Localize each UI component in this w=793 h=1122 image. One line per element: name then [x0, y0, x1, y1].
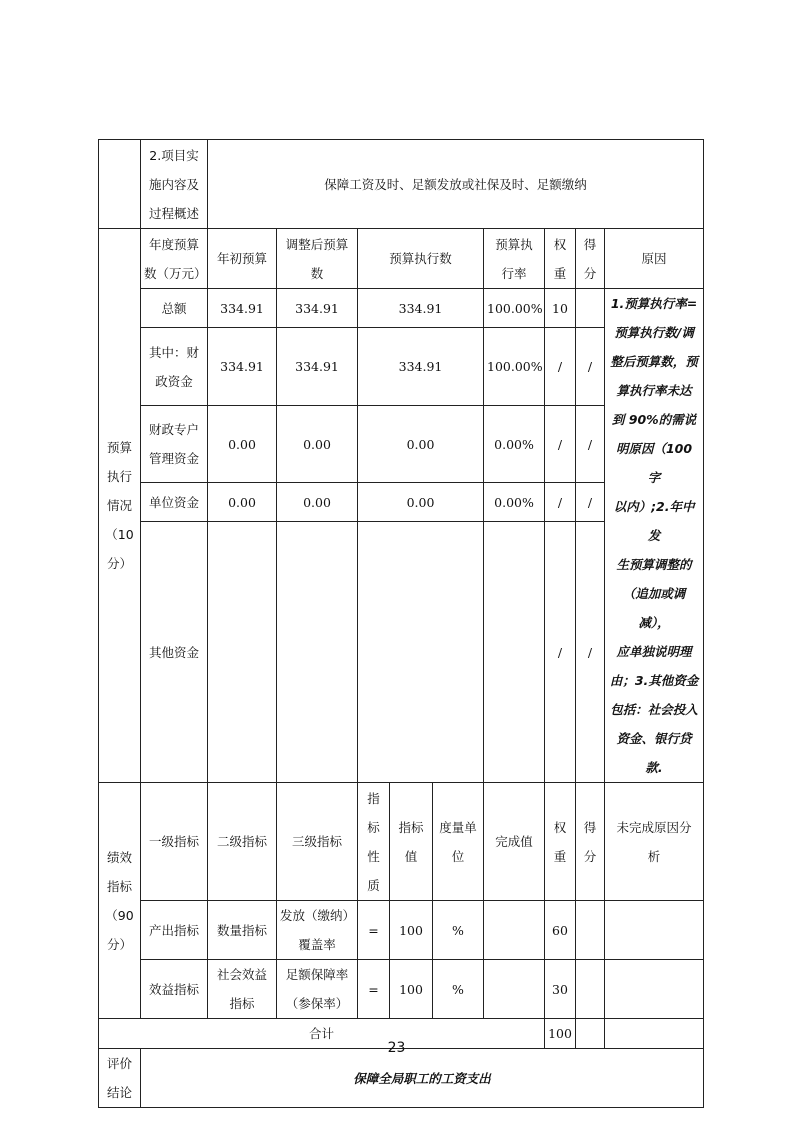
project-row [99, 140, 704, 229]
perf-nature: = [358, 960, 390, 1019]
budget-row-adjusted: 334.91 [277, 328, 358, 406]
cell-line: 资金、银行贷款. [616, 731, 692, 775]
budget-row-initial: 0.00 [208, 406, 277, 483]
cell-line: 重 [553, 848, 567, 864]
cell-line: 应单独说明理 [616, 644, 692, 659]
perf-completed [484, 960, 545, 1019]
cell-line: 质 [367, 877, 380, 893]
budget-row-executed: 334.91 [358, 289, 484, 328]
cell-line: 指标 [229, 996, 255, 1011]
cell-line: 重 [553, 265, 567, 281]
cell-line: 其他资金 [148, 644, 199, 660]
header-incomplete-reason [605, 783, 704, 901]
perf-reason [605, 901, 704, 960]
cell-line: 数量指标 [216, 922, 267, 938]
cell-line: 位 [451, 848, 465, 864]
cell-line: 指 [367, 790, 380, 806]
cell-line: 总额 [161, 300, 187, 316]
cell-line: （参保率） [285, 996, 349, 1011]
cell-line: 算执行率未达 [616, 383, 692, 398]
cell-line: 调整后预算 [285, 236, 349, 252]
budget-row-weight: 10 [545, 289, 576, 328]
perf-level3 [277, 901, 358, 960]
performance-section-label [99, 783, 141, 1019]
cell-line: 以内）;2.年中发 [613, 499, 695, 543]
budget-row-label [141, 522, 208, 783]
cell-line: 权 [553, 819, 567, 835]
cell-line: 分） [106, 936, 132, 952]
cell-line: 情况 [106, 498, 132, 513]
budget-row-score: / [576, 406, 605, 483]
cell-line: 预算执 [495, 236, 533, 252]
budget-section-label [99, 229, 141, 783]
cell-line: 其中：财 [148, 344, 199, 360]
budget-row-adjusted: 0.00 [277, 406, 358, 483]
cell-line: 预算 [106, 440, 132, 455]
budget-row-executed: 0.00 [358, 483, 484, 522]
budget-header-row [99, 229, 704, 289]
header-unit [433, 783, 484, 901]
cell-line: 单位资金 [148, 494, 199, 510]
budget-row-executed: 0.00 [358, 406, 484, 483]
cell-line: 预算执行数/调 [614, 325, 694, 340]
budget-row-adjusted: 334.91 [277, 289, 358, 328]
budget-row-label [141, 483, 208, 522]
perf-level3 [277, 960, 358, 1019]
cell-line: 得 [583, 819, 597, 835]
header-adjusted-budget [277, 229, 358, 289]
perf-weight: 60 [545, 901, 576, 960]
header-initial-budget: 年初预算 [208, 229, 277, 289]
evaluation-label [99, 1049, 141, 1108]
budget-row-score [576, 289, 605, 328]
budget-row [99, 289, 704, 328]
cell-line: 值 [404, 848, 418, 864]
cell-line: 绩效 [106, 849, 132, 865]
perf-score [576, 960, 605, 1019]
performance-row [99, 960, 704, 1019]
budget-row-initial: 334.91 [208, 289, 277, 328]
budget-row-adjusted [277, 522, 358, 783]
budget-row-executed: 334.91 [358, 328, 484, 406]
header-level1: 一级指标 [141, 783, 208, 901]
cell-line: 数 [310, 265, 324, 281]
performance-row [99, 901, 704, 960]
perf-nature: = [358, 901, 390, 960]
cell-line: 指标 [106, 878, 132, 894]
perf-level2 [208, 960, 277, 1019]
cell-line: （10 [105, 527, 134, 542]
budget-row-rate: 0.00% [484, 406, 545, 483]
cell-line: 生预算调整的 [616, 557, 692, 572]
perf-weight: 30 [545, 960, 576, 1019]
cell-line: 得 [583, 236, 597, 252]
header-level3: 三级指标 [277, 783, 358, 901]
cell-line: 结论 [106, 1085, 132, 1100]
performance-header-row [99, 783, 704, 901]
budget-row-rate: 100.00% [484, 328, 545, 406]
budget-row-rate: 0.00% [484, 483, 545, 522]
cell-line: （追加或调减）， [622, 586, 686, 630]
project-content: 保障工资及时、足额发放或社保及时、足额缴纳 [208, 140, 704, 229]
perf-level1: 产出指标 [141, 901, 208, 960]
cell-line: 标 [367, 819, 380, 835]
cell-line: （90 [105, 907, 134, 923]
cell-line: 过程概述 [148, 205, 199, 221]
budget-row-executed [358, 522, 484, 783]
cell-line: 分） [106, 556, 132, 571]
budget-row-score: / [576, 328, 605, 406]
empty-cell [99, 140, 141, 229]
cell-line: 明原因（100 字 [615, 441, 693, 485]
budget-row-initial: 334.91 [208, 328, 277, 406]
cell-line: 性 [367, 848, 380, 864]
budget-row-weight: / [545, 406, 576, 483]
header-nature [358, 783, 390, 901]
budget-row-initial: 0.00 [208, 483, 277, 522]
perf-level2 [208, 901, 277, 960]
project-label [141, 140, 208, 229]
header-score [576, 229, 605, 289]
total-weight: 100 [545, 1019, 576, 1049]
budget-row-weight: / [545, 522, 576, 783]
header-reason: 原因 [605, 229, 704, 289]
cell-line: 覆盖率 [298, 937, 336, 952]
header-level2: 二级指标 [208, 783, 277, 901]
cell-line: 分 [583, 265, 597, 281]
cell-line: 发放（缴纳） [280, 908, 356, 923]
budget-row-initial [208, 522, 277, 783]
page-number: 23 [387, 1040, 406, 1056]
cell-line: 整后预算数，预 [610, 354, 698, 369]
perf-score [576, 901, 605, 960]
header-perf-weight [545, 783, 576, 901]
budget-row-label [141, 328, 208, 406]
header-weight [545, 229, 576, 289]
header-completed: 完成值 [484, 783, 545, 901]
cell-line: 未完成原因分 [616, 819, 692, 835]
perf-unit: % [433, 960, 484, 1019]
budget-row-score: / [576, 522, 605, 783]
perf-reason [605, 960, 704, 1019]
header-executed: 预算执行数 [358, 229, 484, 289]
cell-line: 权 [553, 236, 567, 252]
budget-row-label [141, 289, 208, 328]
cell-line: 行率 [501, 265, 527, 281]
budget-row-rate [484, 522, 545, 783]
perf-completed [484, 901, 545, 960]
budget-row-weight: / [545, 328, 576, 406]
cell-line: 数（万元） [144, 265, 207, 281]
cell-line: 管理资金 [148, 451, 199, 467]
cell-line: 分 [583, 848, 597, 864]
cell-line: 评价 [106, 1056, 132, 1071]
cell-line: 执行 [106, 469, 132, 484]
total-label: 合计 [99, 1019, 545, 1049]
cell-line: 足额保障率 [285, 967, 349, 982]
perf-unit: % [433, 901, 484, 960]
cell-line: 1.预算执行率= [610, 296, 698, 311]
cell-line: 包括：社会投入 [610, 702, 698, 717]
header-annual-budget [141, 229, 208, 289]
perf-value: 100 [390, 960, 433, 1019]
cell-line: 年度预算 [148, 236, 199, 252]
header-perf-score [576, 783, 605, 901]
budget-row-adjusted: 0.00 [277, 483, 358, 522]
budget-row-weight: / [545, 483, 576, 522]
cell-line: 度量单 [439, 819, 477, 835]
cell-line: 由；3.其他资金 [609, 673, 699, 688]
header-rate [484, 229, 545, 289]
perf-value: 100 [390, 901, 433, 960]
budget-reason-note [605, 289, 704, 783]
cell-line: 政资金 [155, 373, 193, 389]
cell-line: 析 [647, 848, 661, 864]
evaluation-content: 保障全局职工的工资支出 [141, 1049, 704, 1108]
cell-line: 施内容及 [148, 176, 199, 192]
cell-line: 财政专户 [148, 422, 199, 438]
cell-line: 到 90%的需说 [611, 412, 697, 427]
perf-level1: 效益指标 [141, 960, 208, 1019]
cell-line: 2.项目实 [149, 147, 199, 163]
performance-evaluation-table [98, 139, 704, 1108]
header-target-value [390, 783, 433, 901]
budget-row-rate: 100.00% [484, 289, 545, 328]
cell-line: 指标 [398, 819, 424, 835]
cell-line: 社会效益 [216, 967, 267, 982]
evaluation-row [99, 1049, 704, 1108]
budget-row-score: / [576, 483, 605, 522]
budget-row-label [141, 406, 208, 483]
